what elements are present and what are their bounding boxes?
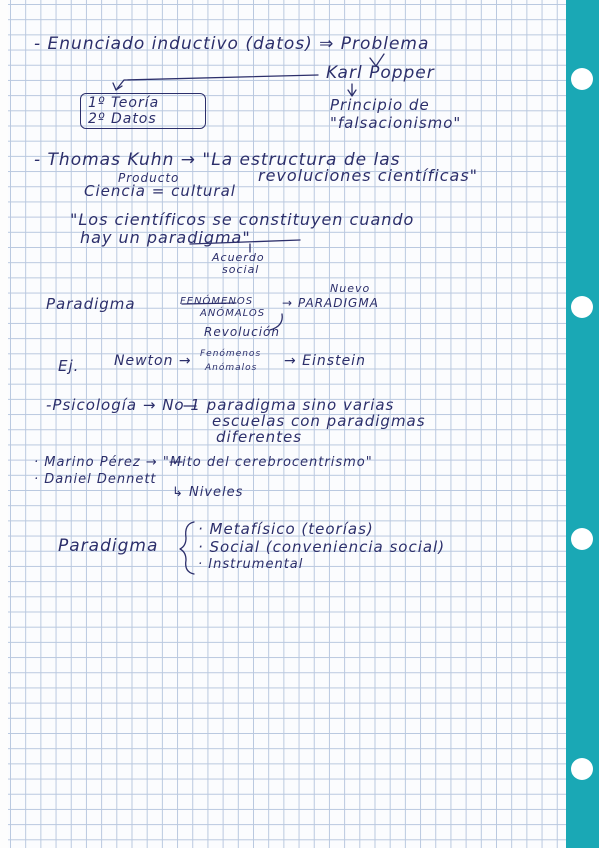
note-anomalos-lc: Anómalos [205,363,258,373]
note-instrumental: · Instrumental [198,557,304,572]
note-cientificos-2: hay un paradigma" [80,228,251,247]
note-daniel-dennett: · Daniel Dennett [34,472,157,487]
note-thomas-kuhn: - Thomas Kuhn → "La estructura de las [34,150,401,170]
note-escuelas: escuelas con paradigmas [212,412,426,430]
note-line-inductivo: - Enunciado inductivo (datos) ⇒ Problema [34,34,430,54]
note-social: social [222,263,260,276]
note-ciencia-cultural: Ciencia = cultural [84,182,236,200]
note-producto: Producto [118,171,180,185]
note-principio: Principio de [330,96,430,114]
note-cientificos-1: "Los científicos se constituyen cuando [70,210,415,229]
note-paradigma: Paradigma [46,295,136,313]
margin-band [566,0,599,848]
note-paradigma-tipos: Paradigma [58,536,159,556]
note-marino-perez: · Marino Pérez → "Mito del cerebrocentrismo" [34,455,373,470]
note-anomalos: ANÓMALOS [200,308,266,319]
note-metafisico: · Metafísico (teorías) [198,520,374,538]
note-falsacionismo: "falsacionismo" [330,114,462,132]
binder-hole [571,68,593,90]
binder-hole [571,758,593,780]
note-box-datos: 2º Datos [88,111,157,127]
note-niveles: ↳ Niveles [172,485,244,500]
note-nuevo: Nuevo [330,282,371,295]
note-revolucion: Revolución [204,325,280,339]
note-fenomenos-lc: Fenómenos [200,349,262,359]
note-revoluciones: revoluciones científicas" [258,166,479,185]
note-social-conv: · Social (conveniencia social) [198,538,446,556]
note-diferentes: diferentes [216,428,303,446]
note-fenomenos: FENÓMENOS [180,296,254,307]
note-karl-popper: Karl Popper [326,63,435,83]
note-ej: Ej. [58,357,80,375]
note-psicologia: -Psicología → No 1 paradigma sino varias [46,396,395,414]
note-einstein: → Einstein [284,353,366,369]
binder-hole [571,296,593,318]
note-nuevo-paradigma: → PARADIGMA [282,296,379,310]
note-acuerdo: Acuerdo [212,251,265,264]
binder-hole [571,528,593,550]
note-box-teoria: 1º Teoría [88,95,160,111]
note-newton: Newton → [114,353,192,369]
